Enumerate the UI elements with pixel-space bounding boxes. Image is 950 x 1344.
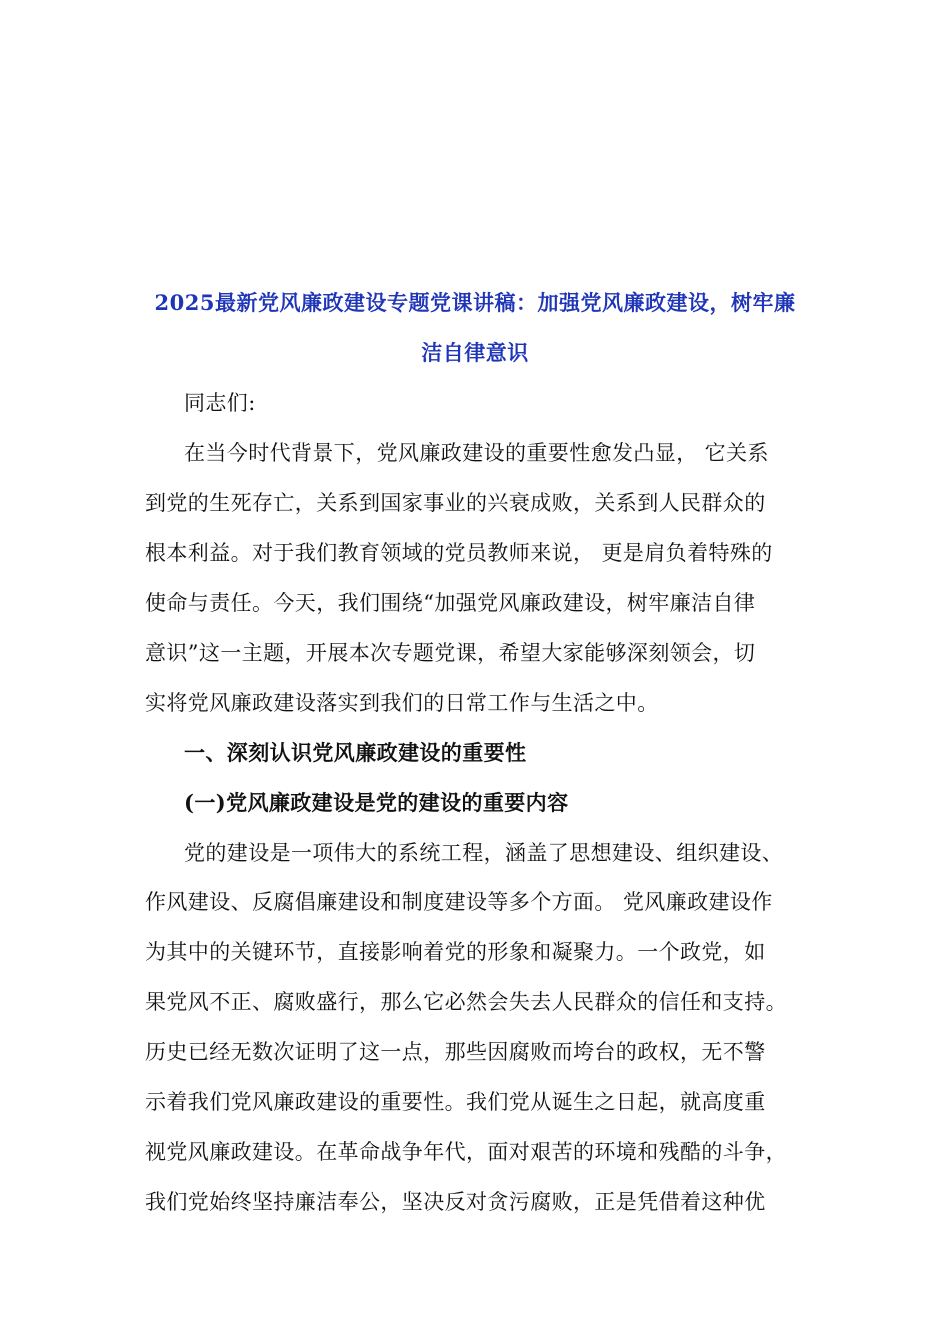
intro-line: 意识”这一主题，开展本次专题党课，希望大家能够深刻领会，切 <box>145 641 756 665</box>
section-heading: 一、深刻认识党风廉政建设的重要性 <box>184 740 527 765</box>
intro-line: 在当今时代背景下，党风廉政建设的重要性愈发凸显， 它关系 <box>184 441 769 465</box>
body-line: 视党风廉政建设。在革命战争年代，面对艰苦的环境和残酷的斗争， <box>145 1140 787 1164</box>
body-line: 为其中的关键环节，直接影响着党的形象和凝聚力。一个政党，如 <box>145 940 766 964</box>
body-line: 示着我们党风廉政建设的重要性。我们党从诞生之日起，就高度重 <box>145 1090 766 1114</box>
intro-line: 到党的生死存亡，关系到国家事业的兴衰成败，关系到人民群众的 <box>145 491 766 515</box>
body-line: 党的建设是一项伟大的系统工程，涵盖了思想建设、组织建设、 <box>184 841 784 865</box>
greeting: 同志们: <box>184 391 256 415</box>
subsection-heading: (一)党风廉政建设是党的建设的重要内容 <box>184 790 569 815</box>
body-line: 我们党始终坚持廉洁奉公，坚决反对贪污腐败，正是凭借着这种优 <box>145 1190 766 1214</box>
intro-line: 使命与责任。今天，我们围绕“加强党风廉政建设，树牢廉洁自律 <box>145 591 756 615</box>
body-line: 历史已经无数次证明了这一点，那些因腐败而垮台的政权，无不警 <box>145 1040 766 1064</box>
intro-line: 根本利益。对于我们教育领域的党员教师来说， 更是肩负着特殊的 <box>145 541 773 565</box>
document-title-line-1: 2025最新党风廉政建设专题党课讲稿：加强党风廉政建设，树牢廉 <box>154 290 796 315</box>
body-line: 作风建设、反腐倡廉建设和制度建设等多个方面。 党风廉政建设作 <box>145 890 773 914</box>
body-line: 果党风不正、腐败盛行，那么它必然会失去人民群众的信任和支持。 <box>145 990 787 1014</box>
intro-line: 实将党风廉政建设落实到我们的日常工作与生活之中。 <box>145 691 659 715</box>
document-title-line-2: 洁自律意识 <box>421 340 529 365</box>
